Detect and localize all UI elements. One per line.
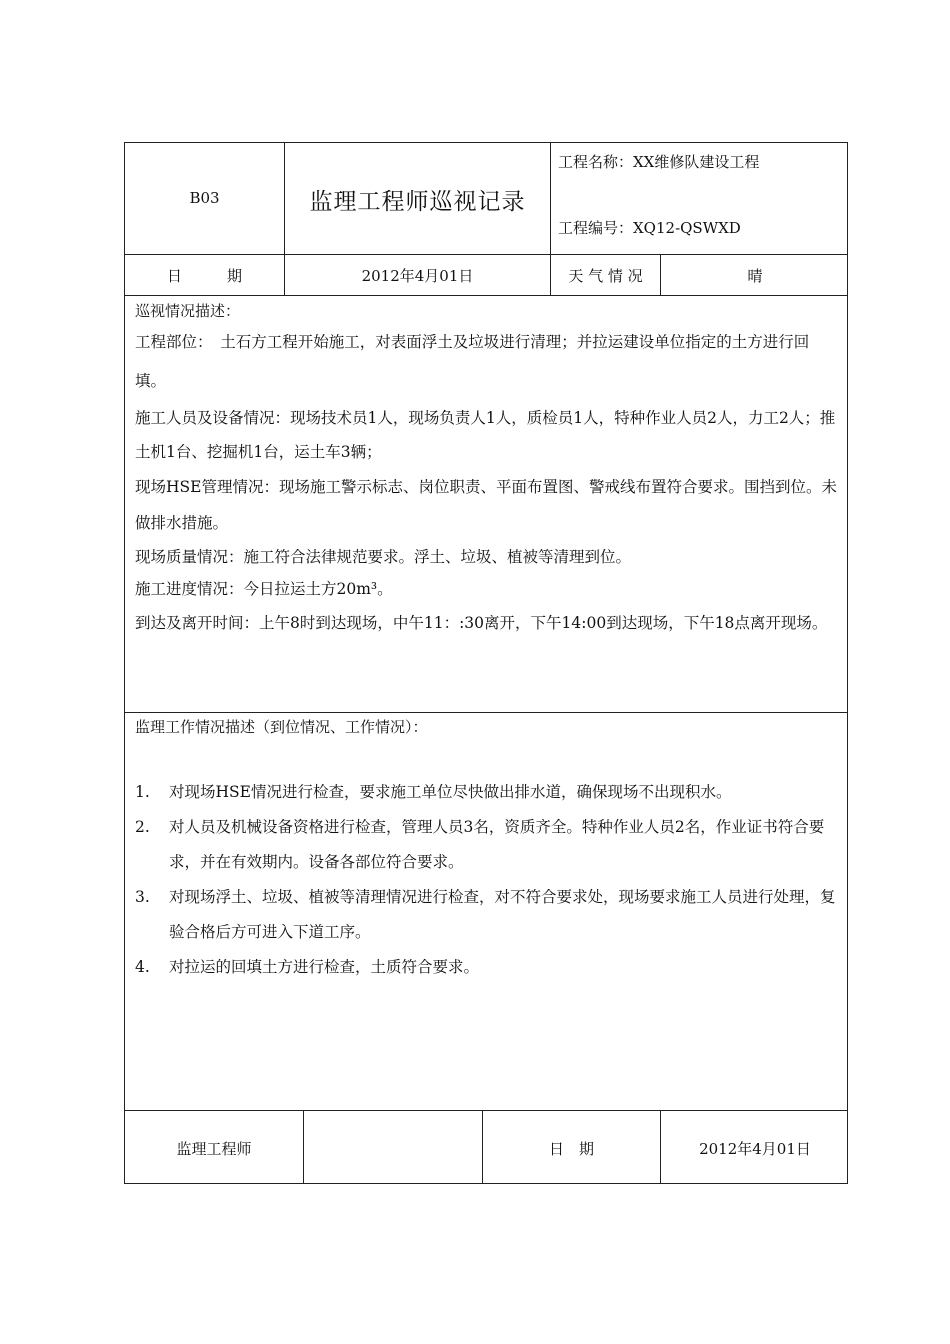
weather-label: 天 气 情 况	[568, 267, 643, 285]
divider	[303, 1110, 304, 1184]
list-item-text: 对人员及机械设备资格进行检查，管理人员3名，资质齐全。特种作业人员2名，作业证书符合要求，并在有效期内。设备各部位符合要求。	[169, 818, 825, 871]
list-item-number: 2.	[135, 818, 150, 836]
project-number: 工程编号：XQ12-QSWXD	[558, 219, 741, 237]
inspection-record-form	[124, 142, 848, 1184]
divider	[125, 295, 847, 296]
divider	[125, 1110, 847, 1111]
footer-date-label: 日 期	[548, 1140, 594, 1158]
inspection-line-personnel: 施工人员及设备情况：现场技术员1人，现场负责人1人，质检员1人，特种作业人员2人，力工2人；推土机1台、挖掘机1台，运土车3辆；	[135, 409, 836, 461]
form-code: B03	[189, 189, 220, 207]
list-item	[135, 880, 837, 950]
list-item-number: 1.	[135, 783, 150, 801]
project-name: 工程名称：XX维修队建设工程	[558, 153, 760, 171]
date-label: 日 期	[166, 267, 242, 285]
date-value: 2012年4月01日	[361, 267, 474, 285]
list-item-number: 3.	[135, 888, 150, 906]
inspection-heading: 巡视情况描述：	[135, 302, 241, 320]
list-item	[135, 810, 837, 880]
inspection-line-quality: 现场质量情况：施工符合法律规范要求。浮土、垃圾、植被等清理到位。	[135, 548, 632, 566]
list-item-text: 对现场HSE情况进行检查，要求施工单位尽快做出排水道，确保现场不出现积水。	[169, 783, 732, 801]
supervision-list	[135, 775, 837, 985]
inspection-line-times: 到达及离开时间：上午8时到达现场，中午11：:30离开，下午14:00到达现场，下午18点离开现场。	[135, 614, 828, 632]
footer-date-value: 2012年4月01日	[699, 1140, 811, 1158]
engineer-label: 监理工程师	[176, 1140, 252, 1158]
list-item-number: 4.	[135, 958, 150, 976]
page-title: 监理工程师巡视记录	[309, 189, 526, 215]
list-item-text: 对现场浮土、垃圾、植被等清理情况进行检查，对不符合要求处，现场要求施工人员进行处理，复验合格后方可进入下道工序。	[169, 888, 836, 941]
list-item	[135, 950, 837, 985]
inspection-line-progress: 施工进度情况：今日拉运土方20m³。	[135, 580, 393, 598]
inspection-line-hse: 现场HSE管理情况：现场施工警示标志、岗位职责、平面布置图、警戒线布置符合要求。围挡到位。未做排水措施。	[135, 478, 837, 532]
inspection-line-location: 工程部位： 土石方工程开始施工，对表面浮土及垃圾进行清理；并拉运建设单位指定的土方进行回填。	[135, 333, 810, 390]
inspection-body	[135, 323, 837, 642]
divider	[125, 254, 847, 255]
list-item-text: 对拉运的回填土方进行检查，土质符合要求。	[169, 958, 480, 976]
supervision-heading: 监理工作情况描述（到位情况、工作情况）：	[135, 718, 428, 736]
weather-value: 晴	[747, 267, 763, 285]
divider	[125, 712, 847, 713]
list-item	[135, 775, 837, 810]
